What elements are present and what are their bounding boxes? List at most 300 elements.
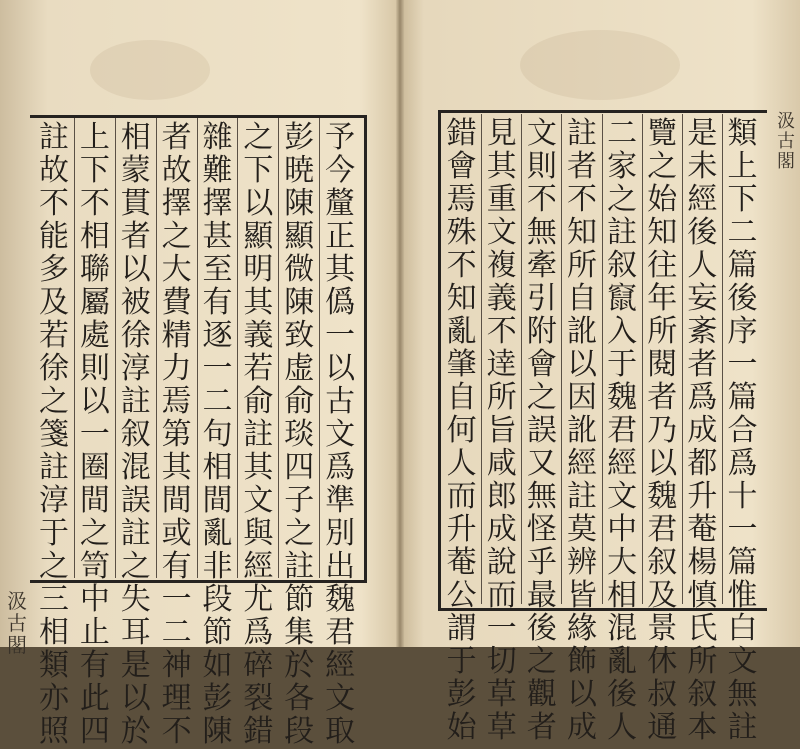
character: 子 [284,483,315,518]
character: 魏 [647,479,678,514]
character: 下 [727,182,758,217]
character: 而 [486,578,517,613]
character: 準 [325,483,356,518]
character: 不 [79,186,110,221]
character: 被 [120,285,151,320]
character: 上 [79,120,110,155]
character: 以 [79,384,110,419]
character: 註 [607,215,638,250]
character: 叙 [120,417,151,452]
character: 類 [38,648,69,683]
character: 碎 [243,648,274,683]
character: 之 [607,182,638,217]
character: 叙 [687,677,718,712]
character: 義 [243,318,274,353]
character: 上 [727,149,758,184]
character: 所 [486,380,517,415]
character: 正 [325,219,356,254]
character: 于 [607,347,638,382]
character: 二 [161,615,192,650]
character: 貫 [120,186,151,221]
character: 亂 [446,314,477,349]
right-page-text [442,114,762,745]
character: 附 [526,314,557,349]
character: 文 [243,483,274,518]
margin-label [4,590,30,656]
character: 無 [526,215,557,250]
character: 圈 [79,450,110,485]
character: 顯 [284,219,315,254]
character: 擇 [202,186,233,221]
character: 慎 [687,578,718,613]
character: 各 [284,681,315,716]
character: 陳 [284,285,315,320]
character: 入 [607,314,638,349]
character: 釐 [325,186,356,221]
character: 乃 [647,413,678,448]
character: 人 [687,248,718,283]
character: 人 [446,446,477,481]
character: 叙 [647,545,678,580]
character: 經 [243,549,274,584]
character: 與 [243,516,274,551]
text-column [481,114,521,745]
character: 咸 [486,446,517,481]
character: 後 [727,281,758,316]
character: 中 [79,582,110,617]
character: 相 [120,120,151,155]
character: 以 [120,252,151,287]
character: 後 [687,215,718,250]
character: 甚 [202,219,233,254]
text-column [156,118,197,749]
character: 知 [446,281,477,316]
character: 神 [161,648,192,683]
character: 則 [79,351,110,386]
character: 文 [727,644,758,679]
text-column [642,114,682,745]
character: 無 [727,677,758,712]
character: 僞 [325,285,356,320]
character: 之 [526,644,557,679]
character: 景 [647,611,678,646]
character: 紊 [687,314,718,349]
character: 集 [284,615,315,650]
character: 錯 [446,116,477,151]
character: 會 [446,149,477,184]
character: 妄 [687,281,718,316]
character: 俞 [284,384,315,419]
character: 會 [526,347,557,382]
character: 以 [243,186,274,221]
character: 註 [38,450,69,485]
character: 不 [566,182,597,217]
character: 逹 [486,347,517,382]
character: 其 [486,149,517,184]
text-column [442,114,481,745]
character: 惟 [727,578,758,613]
character: 及 [647,578,678,613]
character: 休 [647,644,678,679]
character: 引 [526,281,557,316]
character: 屬 [79,285,110,320]
character: 彭 [284,120,315,155]
character: 虚 [284,351,315,386]
character: 徐 [120,318,151,353]
character: 見 [486,116,517,151]
character: 其 [243,450,274,485]
character: 焉 [446,182,477,217]
character: 二 [607,116,638,151]
left-page [0,0,398,749]
character: 有 [79,648,110,683]
character: 混 [120,450,151,485]
character: 難 [202,153,233,188]
left-page-text [34,118,360,749]
character: 照 [38,714,69,749]
character: 以 [120,681,151,716]
character: 草 [486,710,517,745]
character: 楊 [687,545,718,580]
character: 者 [120,219,151,254]
character: 裂 [243,681,274,716]
character: 誤 [526,413,557,448]
character: 聯 [79,252,110,287]
character: 以 [325,351,356,386]
character: 殊 [446,215,477,250]
character: 經 [607,446,638,481]
character: 緣 [566,611,597,646]
character: 大 [607,545,638,580]
character: 訛 [566,314,597,349]
character: 汲 [777,111,795,132]
character: 重 [486,182,517,217]
character: 一 [79,417,110,452]
character: 大 [161,252,192,287]
character: 箋 [38,417,69,452]
character: 故 [161,153,192,188]
character: 氏 [687,611,718,646]
character: 十 [727,479,758,514]
character: 訛 [566,413,597,448]
character: 之 [120,549,151,584]
text-column [115,118,156,749]
character: 誤 [120,483,151,518]
text-column [197,118,238,749]
character: 精 [161,318,192,353]
character: 君 [325,615,356,650]
character: 之 [38,384,69,419]
character: 一 [325,318,356,353]
character: 觀 [526,677,557,712]
text-column [682,114,722,745]
character: 古 [777,131,795,152]
character: 之 [161,219,192,254]
character: 說 [486,545,517,580]
character: 莫 [566,512,597,547]
text-column [521,114,561,745]
character: 始 [647,182,678,217]
character: 今 [325,153,356,188]
character: 知 [566,215,597,250]
character: 註 [566,116,597,151]
character: 菴 [446,545,477,580]
character: 通 [647,710,678,745]
character: 顯 [243,219,274,254]
character: 笥 [79,549,110,584]
character: 至 [202,252,233,287]
character: 文 [526,116,557,151]
character: 序 [727,314,758,349]
character: 無 [526,479,557,514]
character: 予 [325,120,356,155]
character: 是 [687,116,718,151]
character: 四 [79,714,110,749]
character: 段 [284,714,315,749]
character: 自 [566,281,597,316]
character: 閱 [647,347,678,382]
character: 成 [566,710,597,745]
character: 者 [687,347,718,382]
character: 以 [566,347,597,382]
character: 一 [727,347,758,382]
character: 之 [38,549,69,584]
character: 中 [607,512,638,547]
character: 經 [566,446,597,481]
character: 往 [647,248,678,283]
character: 節 [202,615,233,650]
character: 所 [566,248,597,283]
character: 郎 [486,479,517,514]
character: 閣 [777,151,795,172]
character: 能 [38,219,69,254]
character: 公 [446,578,477,613]
character: 淳 [38,483,69,518]
character: 若 [38,318,69,353]
character: 相 [202,450,233,485]
character: 菴 [687,512,718,547]
character: 所 [647,314,678,349]
character: 乎 [526,545,557,580]
character: 爲 [727,446,758,481]
character: 取 [325,714,356,749]
character: 徐 [38,351,69,386]
character: 一 [727,512,758,547]
character: 之 [79,516,110,551]
text-column [278,118,319,749]
character: 篇 [727,545,758,580]
character: 叙 [607,248,638,283]
character: 下 [243,153,274,188]
character: 耳 [120,615,151,650]
character: 後 [526,611,557,646]
character: 以 [647,446,678,481]
character: 不 [526,182,557,217]
character: 陳 [284,186,315,221]
character: 如 [202,648,233,683]
character: 最 [526,578,557,613]
character: 非 [202,549,233,584]
character: 註 [38,120,69,155]
character: 註 [566,479,597,514]
character: 間 [202,483,233,518]
text-column [74,118,115,749]
character: 故 [38,153,69,188]
character: 琰 [284,417,315,452]
character: 怪 [526,512,557,547]
character: 飾 [566,644,597,679]
character: 段 [202,582,233,617]
character: 不 [446,248,477,283]
character: 者 [526,710,557,745]
character: 其 [243,285,274,320]
character: 因 [566,380,597,415]
character: 二 [727,215,758,250]
character: 而 [446,479,477,514]
character: 及 [38,285,69,320]
character: 亂 [202,516,233,551]
character: 牽 [526,248,557,283]
character: 四 [284,450,315,485]
character: 三 [38,582,69,617]
character: 焉 [161,384,192,419]
character: 文 [486,215,517,250]
character: 陳 [202,714,233,749]
character: 失 [120,582,151,617]
character: 暁 [284,153,315,188]
character: 都 [687,446,718,481]
character: 處 [79,318,110,353]
character: 力 [161,351,192,386]
character: 相 [38,615,69,650]
character: 于 [38,516,69,551]
character: 理 [161,681,192,716]
character: 明 [243,252,274,287]
character: 擇 [161,186,192,221]
character: 逐 [202,318,233,353]
character: 爲 [243,615,274,650]
character: 切 [486,644,517,679]
character: 後 [607,677,638,712]
character: 魏 [325,582,356,617]
character: 白 [727,611,758,646]
character: 篇 [727,380,758,415]
margin-label [774,112,798,172]
character: 俞 [243,384,274,419]
character: 下 [79,153,110,188]
character: 彭 [202,681,233,716]
character: 經 [687,182,718,217]
character: 不 [38,186,69,221]
character: 經 [325,648,356,683]
character: 第 [161,417,192,452]
character: 本 [687,710,718,745]
character: 之 [284,516,315,551]
character: 有 [202,285,233,320]
character: 謂 [446,611,477,646]
character: 相 [607,578,638,613]
character: 一 [202,351,233,386]
character: 于 [446,644,477,679]
character: 知 [647,215,678,250]
character: 註 [727,710,758,745]
character: 成 [687,413,718,448]
character: 註 [243,417,274,452]
character: 間 [79,483,110,518]
character: 君 [607,413,638,448]
character: 古 [325,384,356,419]
character: 合 [727,413,758,448]
character: 叔 [647,677,678,712]
character: 之 [647,149,678,184]
character: 有 [161,549,192,584]
character: 雜 [202,120,233,155]
character: 或 [161,516,192,551]
character: 二 [202,384,233,419]
character: 旨 [486,413,517,448]
character: 類 [727,116,758,151]
character: 一 [486,611,517,646]
character: 一 [161,582,192,617]
character: 若 [243,351,274,386]
text-column [319,118,360,749]
character: 竄 [607,281,638,316]
character: 文 [325,417,356,452]
character: 草 [486,677,517,712]
character: 何 [446,413,477,448]
character: 年 [647,281,678,316]
text-column [34,118,74,749]
character: 閣 [7,633,27,657]
character: 止 [79,615,110,650]
character: 彭 [446,677,477,712]
character: 汲 [7,589,27,613]
character: 尤 [243,582,274,617]
text-column [237,118,278,749]
character: 覽 [647,116,678,151]
character: 註 [120,516,151,551]
character: 魏 [607,380,638,415]
character: 別 [325,516,356,551]
character: 者 [566,149,597,184]
character: 其 [161,450,192,485]
character: 出 [325,549,356,584]
character: 微 [284,252,315,287]
character: 註 [120,384,151,419]
character: 未 [687,149,718,184]
character: 又 [526,446,557,481]
text-column [722,114,762,745]
character: 不 [486,314,517,349]
character: 於 [284,648,315,683]
character: 多 [38,252,69,287]
character: 爲 [687,380,718,415]
character: 家 [607,149,638,184]
character: 人 [607,710,638,745]
character: 費 [161,285,192,320]
right-page [402,0,800,745]
character: 義 [486,281,517,316]
character: 混 [607,611,638,646]
character: 間 [161,483,192,518]
character: 者 [161,120,192,155]
character: 其 [325,252,356,287]
character: 者 [647,380,678,415]
character: 始 [446,710,477,745]
character: 文 [325,681,356,716]
character: 升 [446,512,477,547]
character: 亂 [607,644,638,679]
